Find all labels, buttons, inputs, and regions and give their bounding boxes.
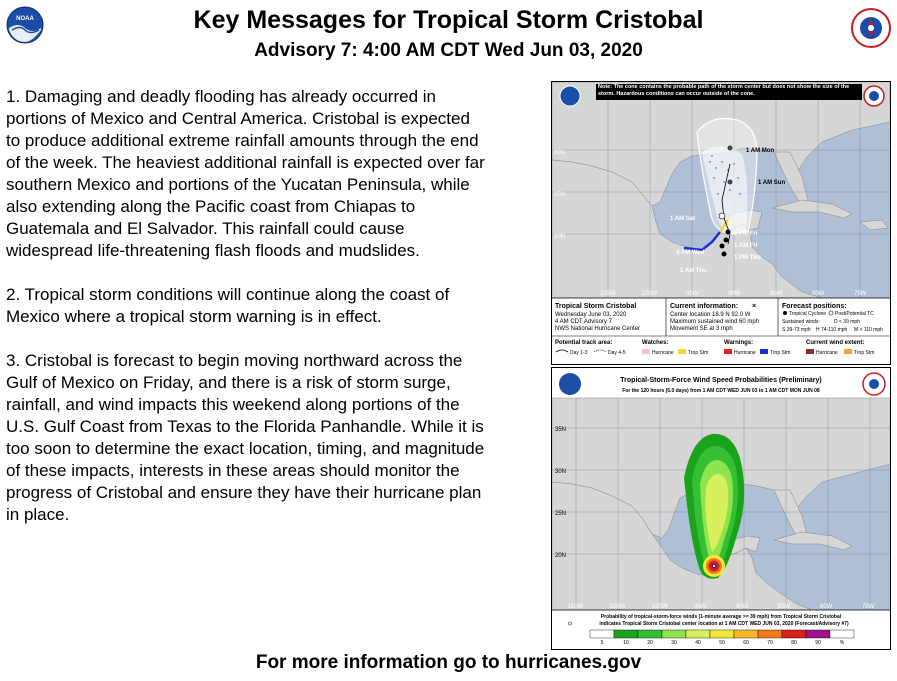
- lat-label: 25N: [554, 192, 566, 198]
- wind-caption-1: Probability of tropical-storm-force winds (1-minute average >= 39 mph) from Tropical Storm Cristobal: [600, 614, 842, 620]
- legend-swatch: [806, 630, 830, 638]
- nws-logo: [851, 8, 891, 48]
- label-1am-thu: 1 AM Thu: [680, 268, 707, 274]
- label-1am-sat: 1 AM Sat: [670, 216, 696, 222]
- info-d-label: D < 39 mph: [834, 319, 860, 325]
- legend-watches-title: Watches:: [642, 340, 669, 346]
- wind-lon-label: 110W: [568, 604, 584, 610]
- forecast-point: [724, 238, 729, 243]
- key-message-2: 2. Tropical storm conditions will continue along the coast of Mexico where a tropical storm warning is in effect.: [6, 285, 450, 326]
- wind-map: [552, 368, 890, 649]
- lon-label: 85W: [770, 291, 783, 297]
- legend-swatch: [758, 630, 782, 638]
- legend-swatch: [710, 630, 734, 638]
- hurricane-extent-swatch: [806, 349, 814, 354]
- lon-label: 105W: [600, 291, 616, 297]
- lon-label: 100W: [642, 291, 658, 297]
- forecast-point: [728, 180, 733, 185]
- info-advisory: 4 AM CDT Advisory 7: [555, 319, 612, 325]
- info-sustained: Sustained winds:: [782, 319, 820, 325]
- wind-lat-label: 30N: [555, 469, 567, 475]
- forecast-point: [719, 213, 725, 219]
- hurricane-watch-swatch: [642, 349, 650, 354]
- info-max-wind: Maximum sustained wind 60 mph: [670, 319, 760, 325]
- footer-link-text: For more information go to hurricanes.gov: [255, 652, 642, 673]
- ts-warning-swatch: [760, 349, 768, 354]
- label-1pm-fri: 1 PM Fri: [734, 231, 758, 237]
- wind-lon-label: 80W: [820, 604, 833, 610]
- legend-hurricane-warning: Hurricane: [734, 350, 756, 356]
- legend-swatch: [662, 630, 686, 638]
- info-movement: Movement SE at 3 mph: [670, 326, 733, 332]
- label-1am-mon: 1 AM Mon: [746, 148, 775, 154]
- ts-extent-swatch: [844, 349, 852, 354]
- forecast-point: [728, 146, 733, 151]
- info-h-label: H 74-110 mph: [816, 327, 848, 333]
- key-messages: [6, 86, 486, 548]
- wind-lat-label: 20N: [555, 553, 567, 559]
- cone-graphic: [551, 81, 891, 365]
- forecast-point: [726, 230, 731, 235]
- wind-map-title: Tropical-Storm-Force Wind Speed Probabilities (Preliminary): [620, 377, 822, 384]
- info-current-title: Current information:: [670, 303, 739, 310]
- cone-nws-icon-center: [869, 91, 879, 101]
- legend-ts-warning: Trop Stm: [770, 350, 791, 356]
- info-center: NWS National Hurricane Center: [555, 326, 641, 332]
- wind-lat-label: 25N: [555, 511, 567, 517]
- current-position-icon: ×: [752, 303, 757, 310]
- info-forecast-title: Forecast positions:: [782, 303, 847, 310]
- legend-label: 70: [767, 640, 773, 646]
- legend-swatch: [830, 630, 854, 638]
- info-m-label: M > 110 mph: [854, 327, 883, 333]
- ts-watch-swatch: [678, 349, 686, 354]
- info-storm-name: Tropical Storm Cristobal: [555, 303, 637, 310]
- info-post-label: Post/Potential TC: [835, 311, 874, 317]
- legend-hurricane-extent: Hurricane: [816, 350, 838, 356]
- legend-label: 5: [600, 640, 604, 646]
- wind-lon-label: 90W: [736, 604, 749, 610]
- legend-swatch: [686, 630, 710, 638]
- legend-label: 50: [719, 640, 725, 646]
- forecast-point: [720, 244, 725, 249]
- label-1pm-thu: 1 PM Thu: [734, 255, 761, 261]
- legend-swatch: [782, 630, 806, 638]
- wind-probability-graphic: [551, 367, 891, 650]
- wind-lon-label: 105W: [610, 604, 626, 610]
- legend-hurricane-watch: Hurricane: [652, 350, 674, 356]
- legend-ts-extent: Trop Stm: [854, 350, 875, 356]
- legend-extent-title: Current wind extent:: [806, 340, 865, 346]
- lat-label: 30N: [554, 150, 566, 156]
- lat-label: 20N: [554, 234, 566, 240]
- lon-label: 95W: [686, 291, 699, 297]
- advisory-subtitle: Advisory 7: 4:00 AM CDT Wed Jun 03, 2020: [254, 40, 643, 61]
- legend-swatch: [614, 630, 638, 638]
- info-tc-label: Tropical Cyclone: [789, 311, 827, 317]
- label-1am-sun: 1 AM Sun: [758, 180, 786, 186]
- legend-warnings-title: Warnings:: [724, 340, 754, 346]
- wind-lat-label: 35N: [555, 427, 567, 433]
- hurricane-warning-swatch: [724, 349, 732, 354]
- key-message-1: 1. Damaging and deadly flooding has already occurred in portions of Mexico and Central America. Cristobal is expected to produce additional extreme rainfall amounts through the end of the week. The heaviest additional rainfall is expected over far southern Mexico and portions of the Yucatan Peninsula, while also extending along the Pacific coast from Chiapas to Guatemala and El Salvador. This rainfall could cause widespread life-threatening flash floods and mudslides.: [6, 87, 485, 260]
- cone-map: [552, 82, 890, 364]
- legend-label: 90: [815, 640, 821, 646]
- key-message-3: 3. Cristobal is forecast to begin moving northward across the Gulf of Mexico on Friday, and there is a risk of storm surge, rainfall, and wind impacts this weekend along portions of the U.S. Gulf Coast from Texas to the Florida Panhandle. While it is too soon to determine the exact location, timing, and magnitude of these impacts, interests in these areas should monitor the progress of Cristobal and ensure they have their hurricane plan in place.: [6, 351, 485, 524]
- info-location: Center location 18.9 N 92.0 W: [670, 312, 751, 318]
- info-s-label: S 39-73 mph: [782, 327, 811, 333]
- wind-nws-icon-center: [869, 379, 879, 389]
- cone-note: Note: The cone contains the probable path of the storm center but does not show the size of the storm. Hazardous conditions can occur outside of the cone.: [598, 84, 850, 97]
- legend-day45: Day 4-5: [608, 350, 626, 356]
- noaa-logo-text: NOAA: [16, 16, 34, 22]
- cone-noaa-icon: [560, 86, 580, 106]
- legend-label: 40: [695, 640, 701, 646]
- center-location-icon: [568, 622, 571, 625]
- post-tc-icon: [829, 311, 833, 315]
- label-4am-wed: 4 AM Wed: [676, 250, 705, 256]
- wind-caption-2: indicates Tropical Storm Cristobal center location at 1 AM CDT WED JUN 03, 2020 (Forecast/Advisory #7): [599, 621, 849, 627]
- legend-swatch: [734, 630, 758, 638]
- legend-swatch: [590, 630, 614, 638]
- legend-swatch: [638, 630, 662, 638]
- storm-center-icon: [713, 565, 716, 568]
- lon-label: 75W: [854, 291, 867, 297]
- wind-lon-label: 75W: [862, 604, 875, 610]
- legend-label: %: [839, 640, 845, 646]
- wind-map-subtitle: For the 120 hours (5.0 days) from 1 AM CDT WED JUN 03 to 1 AM CDT MON JUN 08: [622, 388, 820, 394]
- wind-noaa-icon: [559, 373, 581, 395]
- info-date: Wednesday June 03, 2020: [555, 312, 627, 318]
- legend-day13: Day 1-3: [570, 350, 588, 356]
- legend-ts-watch: Trop Stm: [688, 350, 709, 356]
- legend-label: 80: [791, 640, 797, 646]
- wind-lon-label: 100W: [652, 604, 668, 610]
- legend-label: 30: [671, 640, 677, 646]
- page-title: Key Messages for Tropical Storm Cristobal: [193, 6, 704, 34]
- legend-track-title: Potential track area:: [555, 340, 613, 346]
- label-1am-fri: 1 AM Fri: [734, 243, 758, 249]
- wind-lon-label: 85W: [778, 604, 791, 610]
- legend-label: 20: [647, 640, 653, 646]
- tropical-cyclone-icon: [783, 311, 787, 315]
- legend-label: 10: [623, 640, 629, 646]
- legend-label: 60: [743, 640, 749, 646]
- lon-label: 90W: [728, 291, 741, 297]
- lon-label: 80W: [812, 291, 825, 297]
- wind-lon-label: 95W: [694, 604, 707, 610]
- forecast-point: [722, 252, 727, 257]
